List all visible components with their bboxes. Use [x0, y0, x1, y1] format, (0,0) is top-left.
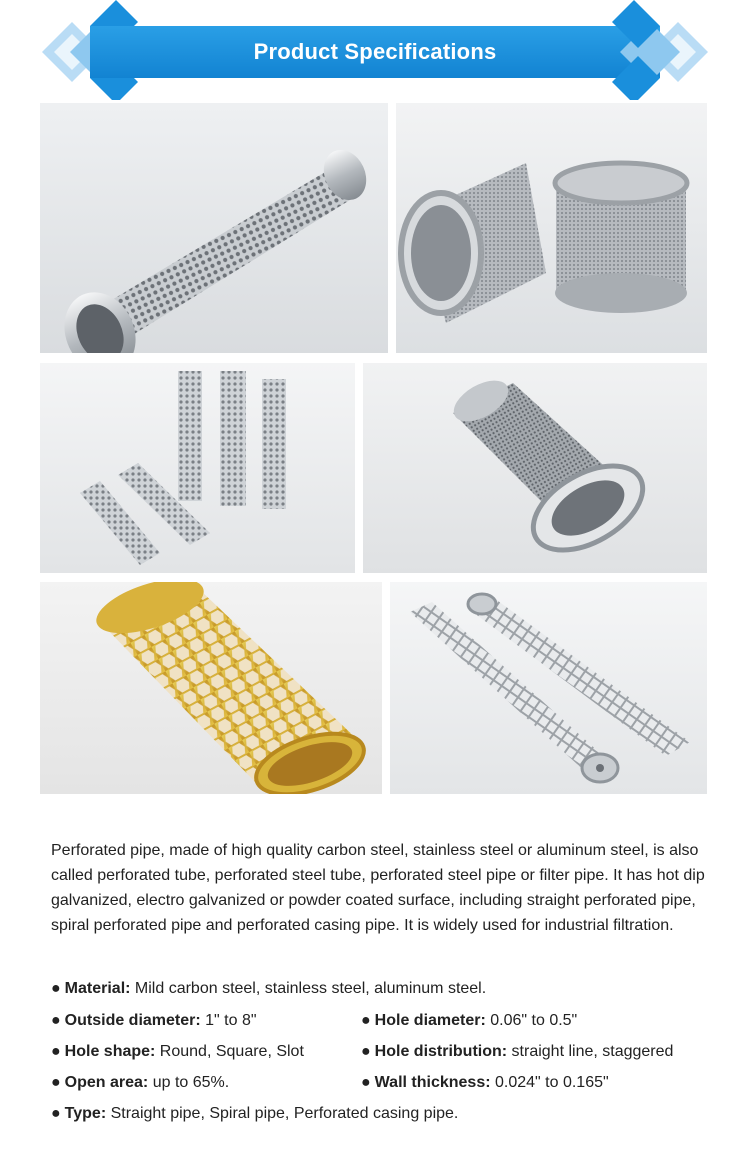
bullet-icon: ●	[51, 980, 61, 997]
bullet-icon: ●	[51, 1043, 61, 1060]
spec-label: Outside diameter:	[64, 1012, 201, 1029]
spec-value: up to 65%.	[148, 1074, 230, 1091]
bullet-icon: ●	[51, 1105, 61, 1122]
photo-flanged-filter-cartridge	[363, 363, 707, 573]
spec-label: Open area:	[64, 1074, 149, 1091]
spec-label: Type:	[64, 1105, 107, 1122]
product-description: Perforated pipe, made of high quality carbon steel, stainless steel or aluminum steel, is also called perforated tube, perforated steel tube, perforated steel pipe or filter pipe. It has hot dip galvanized, electro galvanized or powder coated surface, including straight perforated pipe, spiral perforated pipe and perforated casing pipe. It is widely used for industrial filtration.	[51, 842, 705, 934]
spec-open-area	[51, 1073, 229, 1093]
bullet-icon: ●	[51, 1074, 61, 1091]
spec-wall-thickness	[361, 1073, 609, 1093]
spec-hole-shape	[51, 1042, 304, 1062]
spec-value: straight line, staggered	[507, 1043, 674, 1060]
photo-grid-mesh-tubes	[390, 582, 707, 794]
spec-value: Straight pipe, Spiral pipe, Perforated casing pipe.	[106, 1105, 459, 1122]
spec-label: Hole diameter:	[374, 1012, 486, 1029]
spec-label: Material:	[64, 980, 131, 997]
header-banner	[0, 0, 750, 100]
photo-galvanized-perforated-pipe	[40, 582, 382, 794]
spec-value: 0.06" to 0.5"	[485, 1012, 578, 1029]
spec-hole-diameter	[361, 1011, 577, 1031]
bullet-icon: ●	[361, 1074, 371, 1091]
spec-value: Mild carbon steel, stainless steel, aluminum steel.	[130, 980, 487, 997]
photo-flanged-perforated-tube	[40, 103, 388, 353]
spec-value: 1" to 8"	[200, 1012, 257, 1029]
spec-label: Hole shape:	[64, 1043, 156, 1060]
banner-right-decoration	[610, 0, 720, 100]
spec-value: Round, Square, Slot	[155, 1043, 304, 1060]
bullet-icon: ●	[51, 1012, 61, 1029]
photo-perforated-tubes-set	[40, 363, 355, 573]
bullet-icon: ●	[361, 1043, 371, 1060]
spec-value: 0.024" to 0.165"	[490, 1074, 609, 1091]
spec-label: Wall thickness:	[374, 1074, 491, 1091]
page-title: Product Specifications	[253, 39, 497, 64]
spec-outside-diameter	[51, 1011, 257, 1031]
spec-material	[51, 979, 486, 999]
photo-mesh-cups	[396, 103, 707, 353]
spec-label: Hole distribution:	[374, 1043, 508, 1060]
spec-type	[51, 1104, 458, 1124]
bullet-icon: ●	[361, 1012, 371, 1029]
spec-hole-distribution	[361, 1042, 673, 1062]
